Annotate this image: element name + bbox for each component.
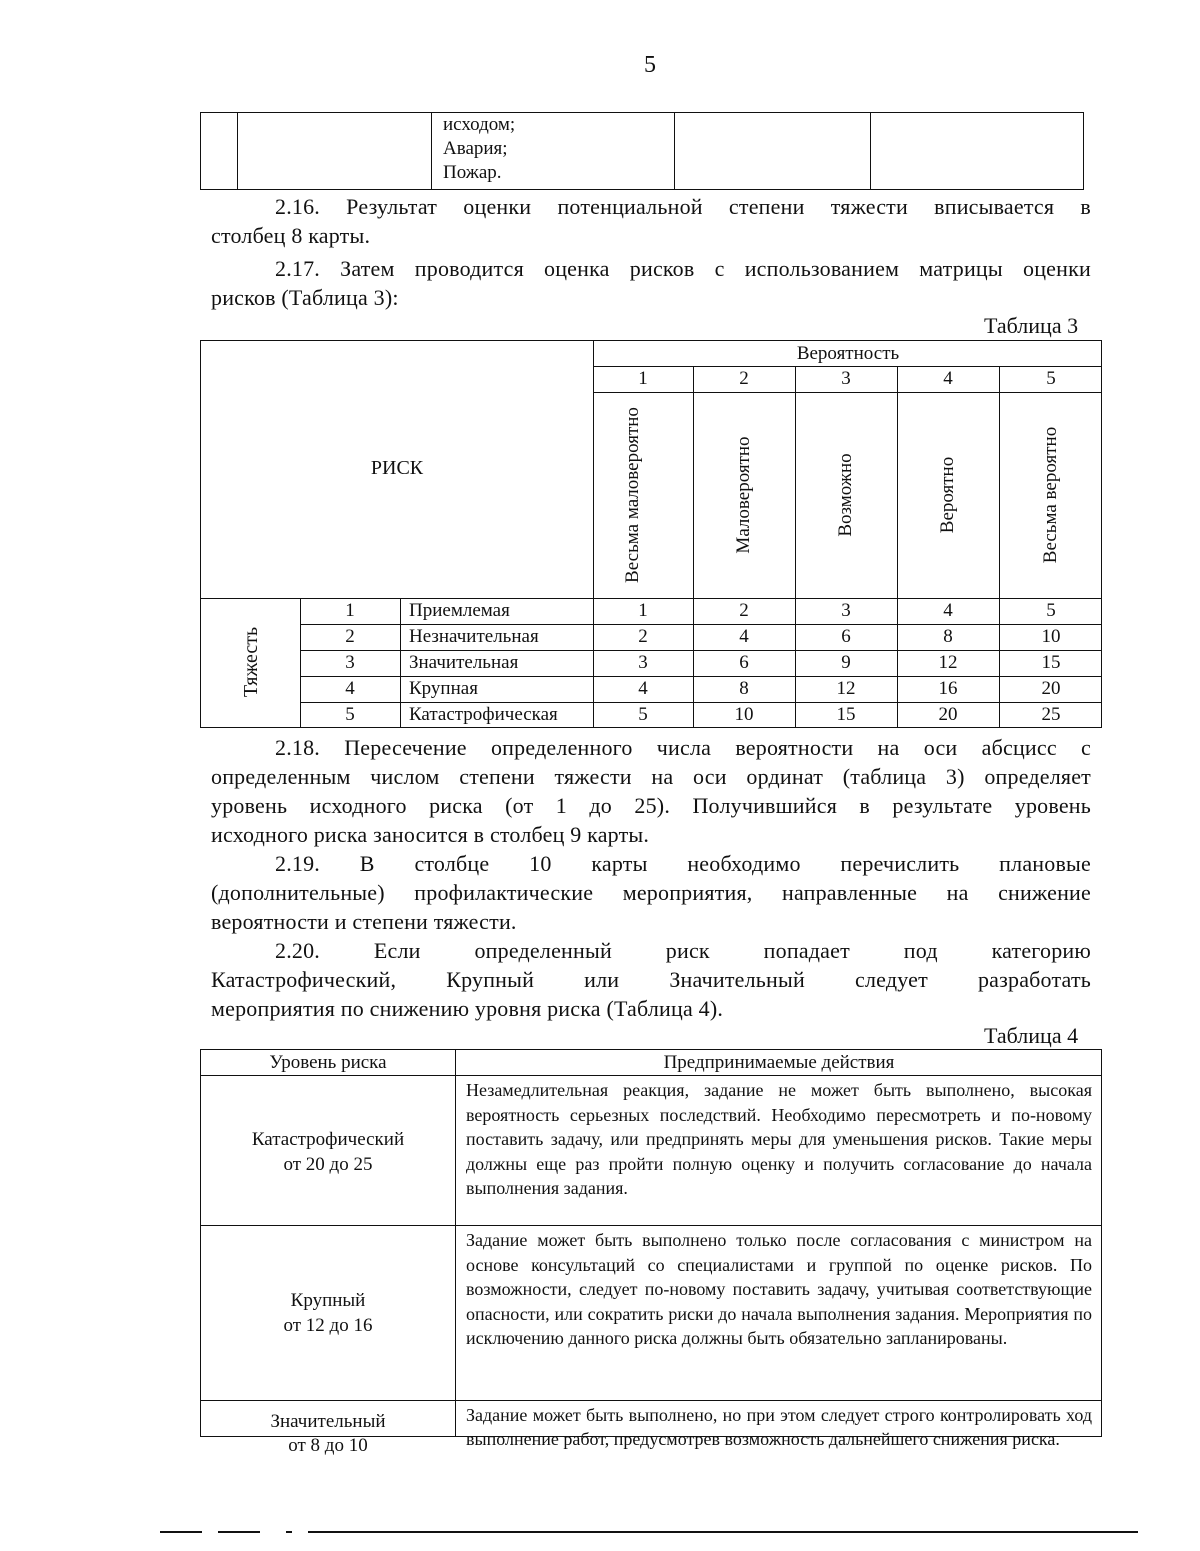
prob-name: Весьма маловероятно	[622, 407, 643, 583]
risk-actions-table	[200, 1049, 1102, 1456]
risk-value-cell: 25	[1041, 704, 1061, 725]
risk-value-cell: 4	[739, 626, 749, 647]
paragraph-2-16	[211, 192, 1091, 250]
risk-value-cell: 3	[638, 652, 648, 673]
probability-header: Вероятность	[796, 343, 900, 364]
risk-value-cell: 4	[638, 678, 648, 699]
paragraph-2-18	[211, 733, 1091, 849]
text-line: вероятности и степени тяжести.	[211, 909, 517, 934]
risk-value-cell: 20	[1041, 678, 1061, 699]
risk-value-cell: 10	[734, 704, 754, 725]
severity-number: 1	[345, 600, 355, 621]
text-line: Катастрофический, Крупный или Значительный следует разработать	[211, 967, 1091, 992]
prob-name: Маловероятно	[733, 436, 754, 554]
severity-number: 2	[345, 626, 355, 647]
text-line: столбец 8 карты.	[211, 223, 371, 248]
risk-value-cell: 5	[1046, 600, 1056, 621]
text-line: рисков (Таблица 3):	[211, 285, 399, 310]
severity-name: Катастрофическая	[409, 704, 558, 725]
risk-value-cell: 1	[638, 600, 648, 621]
risk-value-cell: 6	[739, 652, 749, 673]
risk-value-cell: 15	[1041, 652, 1061, 673]
text-line: (дополнительные) профилактические мероприятия, направленные на снижение	[211, 880, 1091, 905]
text-line: 2.17. Затем проводится оценка рисков с использованием матрицы оценки	[275, 256, 1091, 281]
text-line: 2.19. В столбце 10 карты необходимо перечислить плановые	[275, 851, 1091, 876]
paragraph-2-19	[211, 849, 1091, 936]
risk-level-cell	[201, 1288, 455, 1338]
prob-number: 4	[943, 368, 953, 389]
prob-number: 1	[638, 368, 648, 389]
risk-value-cell: 16	[938, 678, 958, 699]
text-line: мероприятия по снижению уровня риска (Таблица 4).	[211, 996, 724, 1021]
severity-name: Приемлемая	[409, 600, 510, 621]
prob-number: 5	[1046, 368, 1056, 389]
risk-value-cell: 15	[836, 704, 856, 725]
prob-name: Вероятно	[937, 456, 958, 534]
text-line: исходного риска заносится в столбец 9 карты.	[211, 822, 650, 847]
risk-corner-label: РИСК	[370, 457, 424, 479]
risk-level-range: от 8 до 10	[288, 1435, 368, 1456]
risk-value-cell: 20	[938, 704, 958, 725]
risk-value-cell: 3	[841, 600, 851, 621]
risk-action-text: Незамедлительная реакция, задание не может быть выполнено, высокая вероятность серьезных последствий. Необходимо пересмотреть и по-новому поставить задачу, или предпринять меры для уменьшения рисков. Такие меры должны еще раз пройти полную оценку и получить согласование до начала выполнения задания.	[466, 1080, 1092, 1198]
risk-value-cell: 5	[638, 704, 648, 725]
risk-level-name: Катастрофический	[251, 1129, 405, 1150]
risk-level-name: Значительный	[270, 1411, 386, 1432]
text-line: 2.20. Если определенный риск попадает под категорию	[275, 938, 1091, 963]
severity-number: 3	[345, 652, 355, 673]
col-header-actions: Предпринимаемые действия	[663, 1052, 895, 1073]
prob-name: Весьма вероятно	[1040, 426, 1061, 564]
severity-number: 4	[345, 678, 355, 699]
risk-value-cell: 12	[836, 678, 856, 699]
severity-name: Значительная	[409, 652, 519, 673]
severity-name: Незначительная	[409, 626, 539, 647]
continuation-cell	[443, 113, 515, 185]
risk-level-range: от 12 до 16	[283, 1315, 373, 1336]
risk-value-cell: 2	[638, 626, 648, 647]
severity-number: 5	[345, 704, 355, 725]
continuation-line: Авария;	[443, 138, 508, 159]
risk-level-cell	[201, 1410, 455, 1458]
paragraph-2-20	[211, 936, 1091, 1023]
text-line: определенным числом степени тяжести на оси ординат (таблица 3) определяет	[211, 764, 1091, 789]
risk-value-cell: 6	[841, 626, 851, 647]
continuation-line: Пожар.	[443, 162, 502, 183]
risk-value-cell: 12	[938, 652, 958, 673]
prob-name: Возможно	[835, 453, 856, 537]
table4-label: Таблица 4	[984, 1023, 1079, 1048]
prob-number: 2	[739, 368, 749, 389]
risk-value-cell: 8	[943, 626, 953, 647]
severity-header: Тяжесть	[240, 626, 262, 698]
continuation-table	[200, 112, 1084, 190]
risk-value-cell: 2	[739, 600, 749, 621]
risk-value-cell: 9	[841, 652, 851, 673]
risk-action-text: Задание может быть выполнено, но при этом следует строго контролировать ход выполнение работ, предусмотрев возможность дальнейшего снижения риска.	[466, 1405, 1092, 1449]
text-line: 2.16. Результат оценки потенциальной степени тяжести вписывается в	[275, 194, 1091, 219]
risk-level-name: Крупный	[290, 1290, 366, 1311]
col-header-level: Уровень риска	[269, 1052, 387, 1073]
continuation-line: исходом;	[443, 114, 516, 135]
prob-number: 3	[841, 368, 851, 389]
severity-name: Крупная	[409, 678, 478, 699]
risk-level-cell	[201, 1127, 455, 1177]
risk-value-cell: 4	[943, 600, 953, 621]
table3-label: Таблица 3	[984, 313, 1079, 338]
text-line: уровень исходного риска (от 1 до 25). Получившийся в результате уровень	[211, 793, 1091, 818]
risk-matrix-table	[200, 340, 1102, 728]
text-line: 2.18. Пересечение определенного числа вероятности на оси абсцисс с	[275, 735, 1091, 760]
page-number: 5	[644, 52, 656, 78]
risk-action-text: Задание может быть выполнено только после согласования с министром на основе консультаций со специалистами и группой по оценке рисков. По возможности, следует по-новому поставить задачу, учитывая соответствующие опасности, или сократить риски до начала выполнения задания. Мероприятия по исключению данного риска должны быть обязательно запланированы.	[466, 1230, 1092, 1348]
risk-value-cell: 8	[739, 678, 749, 699]
risk-value-cell: 10	[1041, 626, 1061, 647]
paragraph-2-17	[211, 254, 1091, 312]
risk-level-range: от 20 до 25	[283, 1154, 373, 1175]
